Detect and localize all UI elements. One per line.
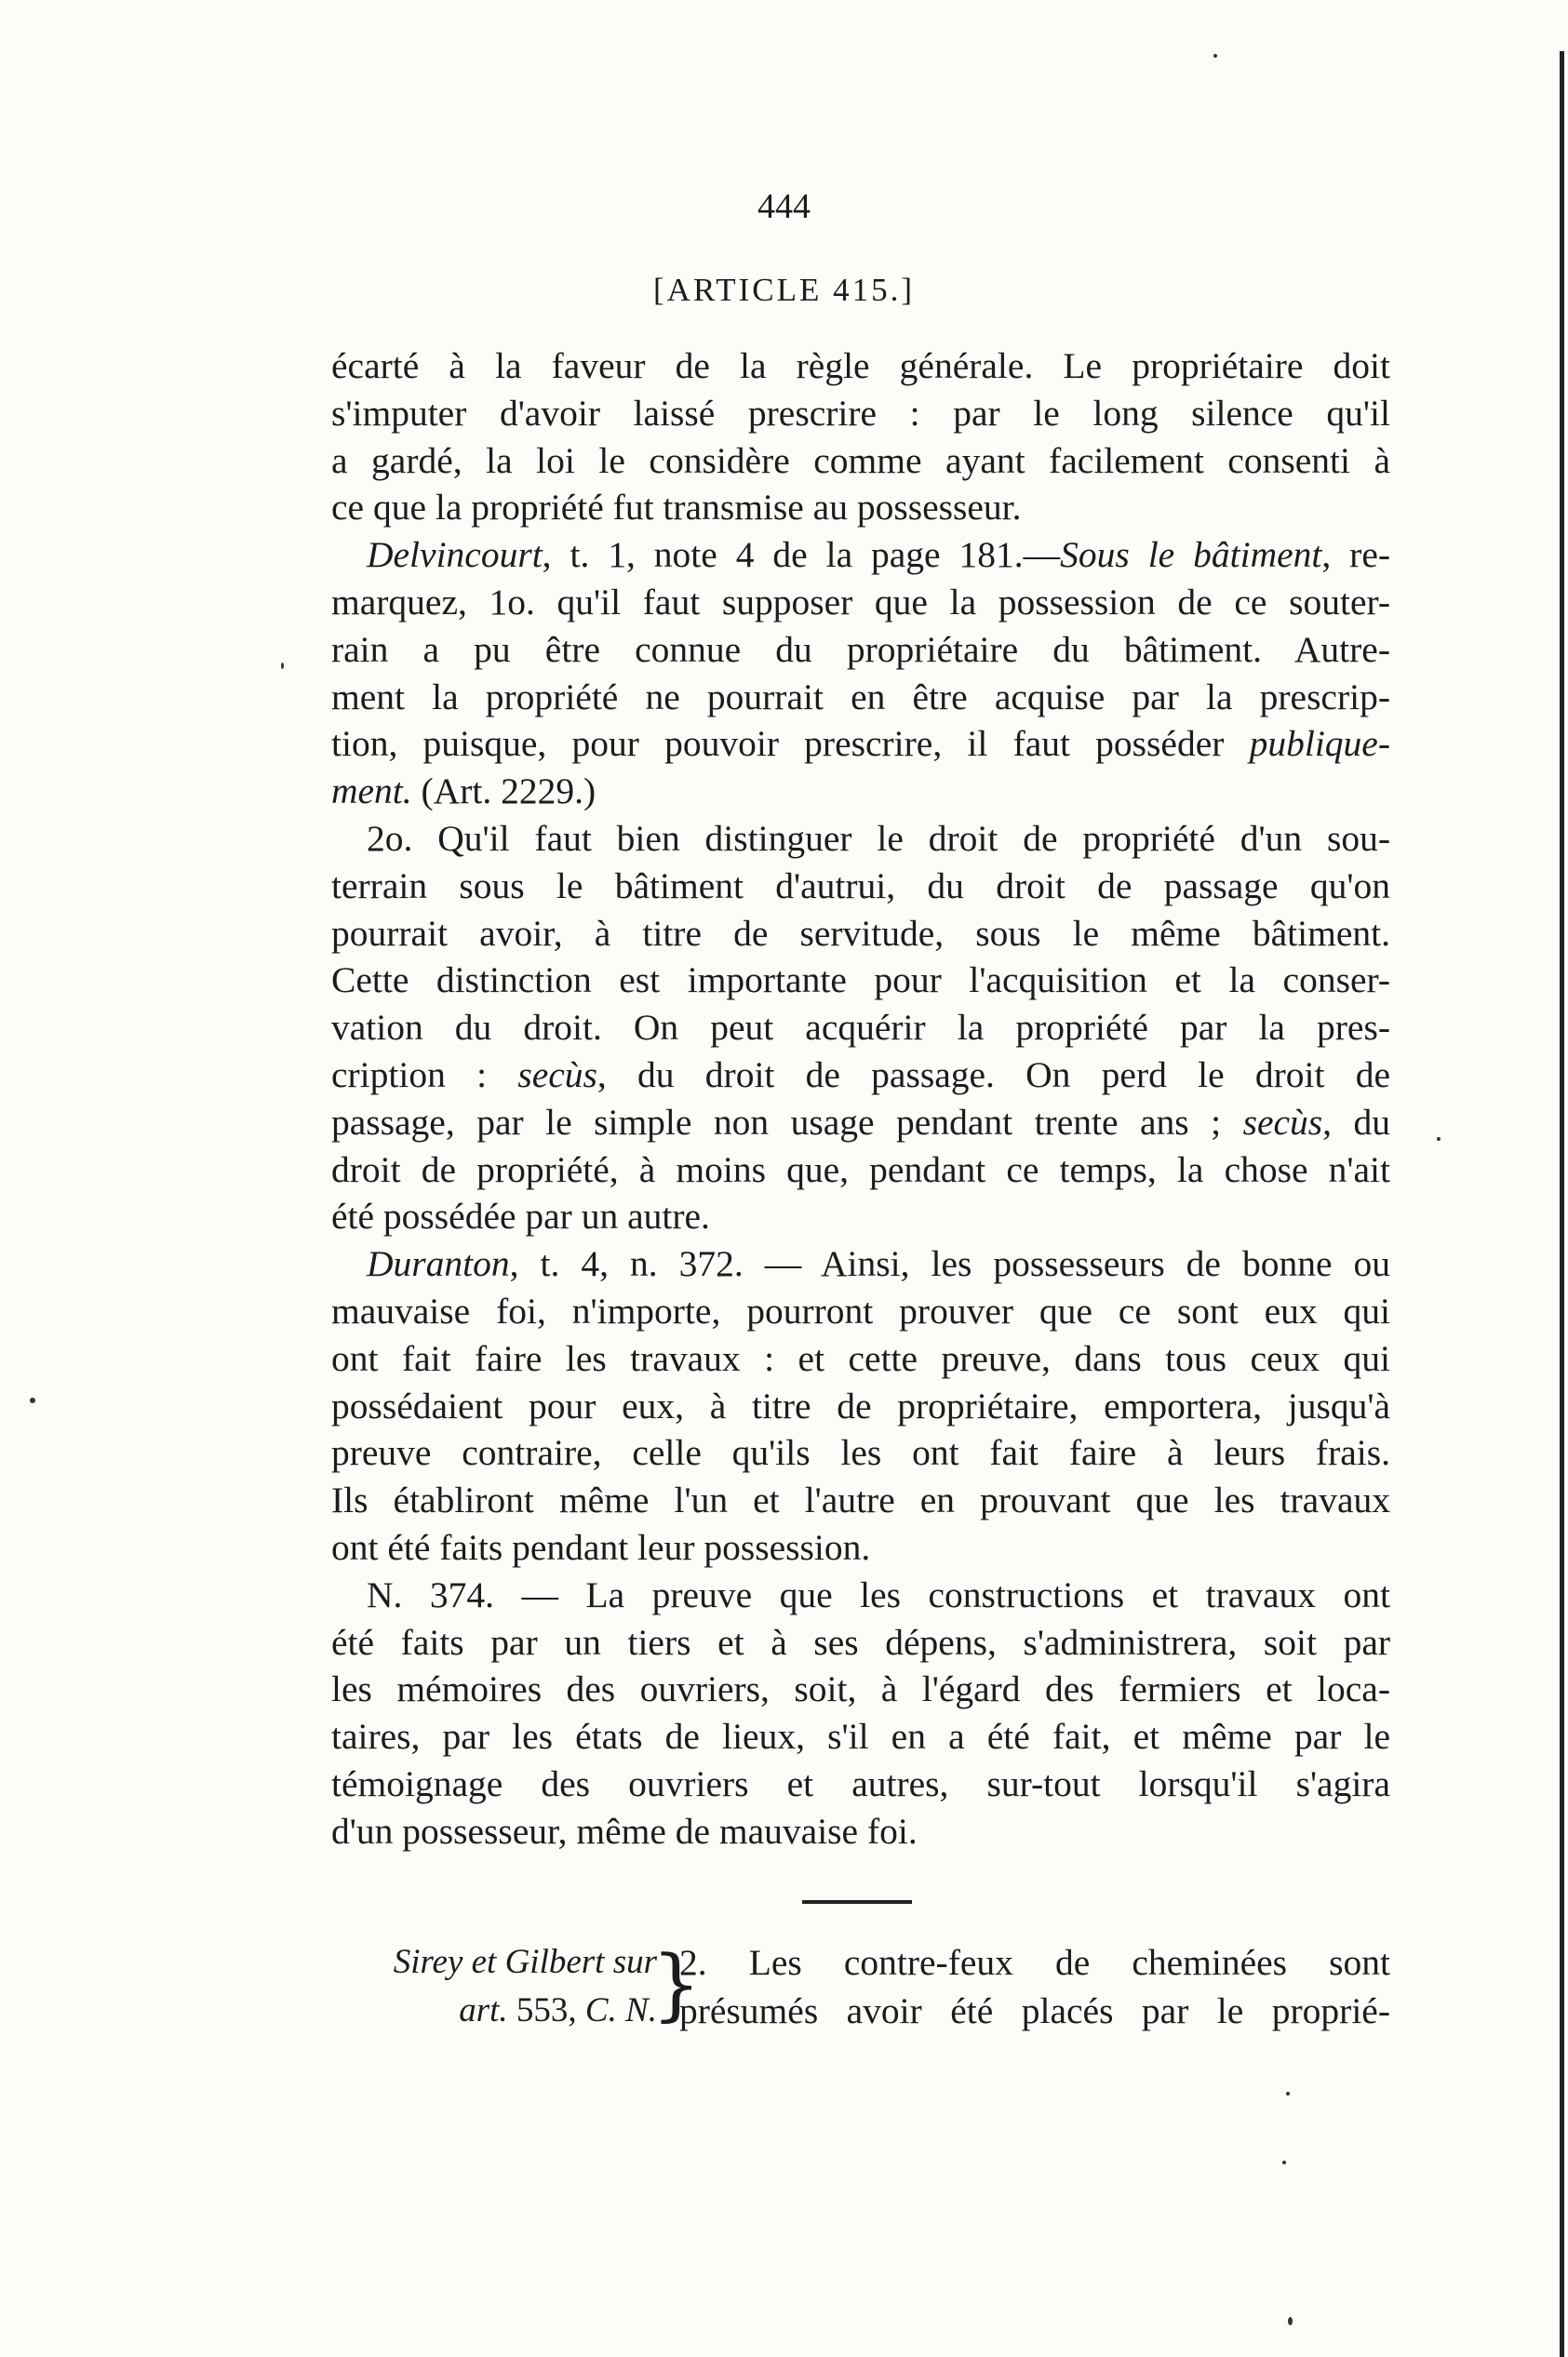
text-line: a gardé, la loi le considère comme ayant facilement consenti à <box>331 439 1390 481</box>
italic-phrase: ment. <box>331 770 412 812</box>
article-header: [ARTICLE 415.] <box>653 272 915 308</box>
section-divider <box>802 1900 912 1904</box>
text-line: Ils établiront même l'un et l'autre en prouvant que les travaux <box>331 1480 1390 1521</box>
paper-speck <box>30 1398 35 1403</box>
page-edge-line <box>1560 51 1564 2357</box>
italic-phrase: Sous le bâtiment <box>1060 534 1322 576</box>
text-line: d'un possesseur, même de mauvaise foi. <box>331 1810 918 1852</box>
text-line: pourrait avoir, à titre de servitude, sous le même bâtiment. <box>331 912 1390 954</box>
text-segment: , t. 4, n. 372. — Ainsi, les possesseurs de bonne ou <box>509 1243 1390 1285</box>
text-line: écarté à la faveur de la règle générale. Le propriétaire doit <box>331 345 1390 386</box>
text-line: N. 374. — La preuve que les constructions et travaux ont <box>367 1574 1390 1615</box>
paper-speck <box>1286 2092 1290 2096</box>
text-line: s'imputer d'avoir laissé prescrire : par le long silence qu'il <box>331 392 1390 434</box>
paper-speck <box>281 663 284 669</box>
text-line <box>331 531 1390 579</box>
margin-reference-line-1: Sirey et Gilbert sur <box>393 1943 657 1981</box>
text-segment: cription : <box>331 1053 518 1095</box>
text-line: été faits par un tiers et à ses dépens, s'administrera, soit par <box>331 1621 1390 1663</box>
paper-speck <box>1437 1137 1441 1141</box>
paper-speck <box>1213 54 1217 58</box>
main-text <box>331 342 1390 1855</box>
italic-phrase: publique- <box>1249 723 1390 765</box>
paragraph-2 <box>331 531 1390 815</box>
brace-glyph: } <box>651 1938 702 2029</box>
text-segment: (Art. 2229.) <box>411 770 596 812</box>
text-line: preuve contraire, celle qu'ils les ont fait faire à leurs frais. <box>331 1432 1390 1474</box>
author-citation: Delvincourt <box>367 534 543 576</box>
text-line <box>331 1240 1390 1288</box>
text-line: 2. Les contre-feux de cheminées sont <box>679 1942 1390 1983</box>
text-segment: , t. 1, note 4 de la page 181.— <box>542 534 1061 576</box>
text-line: taires, par les états de lieux, s'il en a été fait, et même par le <box>331 1716 1390 1758</box>
italic-phrase: C. N. <box>584 1991 657 2029</box>
text-line: ont été faits pendant leur possession. <box>331 1526 871 1568</box>
text-line: témoignage des ouvriers et autres, sur-tout lorsqu'il s'agira <box>331 1762 1390 1804</box>
text-line: ce que la propriété fut transmise au possesseur. <box>331 487 1022 529</box>
text-line: présumés avoir été placés par le proprié- <box>679 1990 1390 2031</box>
text-segment: , du droit de passage. On perd le droit de <box>596 1053 1390 1095</box>
text-line <box>331 720 1390 768</box>
text-line: marquez, 1o. qu'il faut supposer que la possession de ce souter- <box>331 581 1390 623</box>
section-2-text <box>679 1938 1390 2035</box>
text-line <box>331 768 1390 815</box>
margin-reference-line-2 <box>326 1987 657 2035</box>
text-line: droit de propriété, à moins que, pendant ce temps, la chose n'ait <box>331 1148 1390 1190</box>
paper-speck <box>1282 2161 1286 2164</box>
text-segment: tion, puisque, pour pouvoir prescrire, il faut posséder <box>331 723 1250 765</box>
paragraph-3 <box>331 815 1390 1240</box>
text-segment: 553, <box>507 1991 585 2029</box>
italic-phrase: secùs <box>517 1053 597 1095</box>
text-line: Cette distinction est importante pour l'acquisition et la conser- <box>331 959 1390 1001</box>
text-line: mauvaise foi, n'importe, pourront prouver que ce sont eux qui <box>331 1290 1390 1332</box>
text-line: vation du droit. On peut acquérir la propriété par la pres- <box>331 1007 1390 1049</box>
text-segment: , re- <box>1321 534 1391 576</box>
text-line: 2o. Qu'il faut bien distinguer le droit de propriété d'un sou- <box>367 817 1390 859</box>
italic-phrase: art. <box>459 1991 508 2029</box>
page-number: 444 <box>757 187 811 226</box>
margin-reference <box>326 1938 657 2035</box>
text-line: possédaient pour eux, à titre de propriétaire, emportera, jusqu'à <box>331 1385 1390 1426</box>
text-line: rain a pu être connue du propriétaire du bâtiment. Autre- <box>331 628 1390 670</box>
italic-phrase: secùs <box>1242 1101 1323 1143</box>
paper-speck <box>1288 2317 1293 2325</box>
author-citation: Duranton <box>367 1243 510 1285</box>
text-line: été possédée par un autre. <box>331 1196 710 1238</box>
text-line: ont fait faire les travaux : et cette preuve, dans tous ceux qui <box>331 1337 1390 1379</box>
text-segment: passage, par le simple non usage pendant trente ans ; <box>331 1101 1243 1143</box>
text-line: les mémoires des ouvriers, soit, à l'égard des fermiers et loca- <box>331 1668 1390 1710</box>
text-segment: , du <box>1322 1101 1390 1143</box>
paragraph-5 <box>331 1572 1390 1855</box>
text-line <box>331 1099 1390 1146</box>
text-line: ment la propriété ne pourrait en être acquise par la prescrip- <box>331 676 1390 717</box>
paragraph-1 <box>331 342 1390 531</box>
text-line: terrain sous le bâtiment d'autrui, du droit de passage qu'on <box>331 864 1390 906</box>
text-line <box>331 1051 1390 1099</box>
paragraph-4 <box>331 1240 1390 1572</box>
